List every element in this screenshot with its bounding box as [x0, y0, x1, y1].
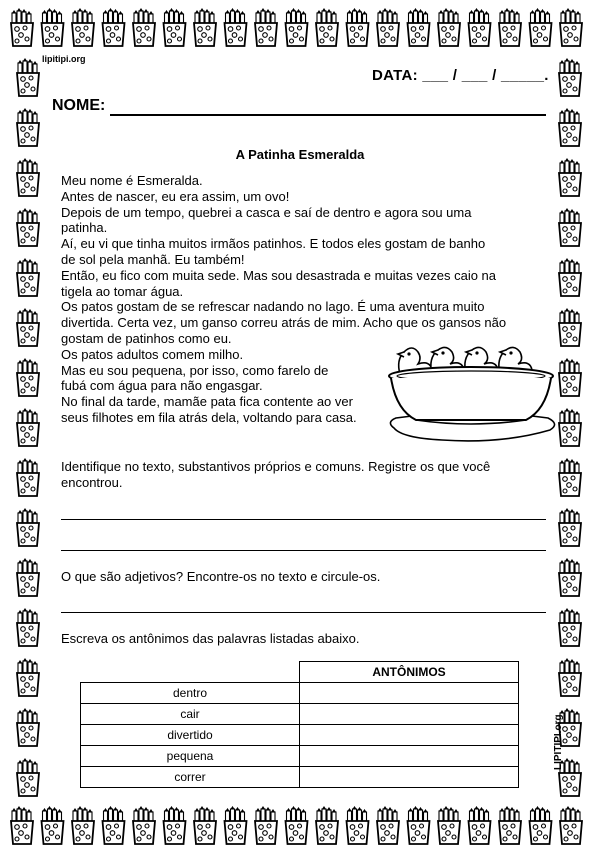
pencil-cup-icon — [17, 258, 39, 296]
pencil-cup-icon — [225, 8, 247, 46]
pencil-cup-icon — [559, 608, 581, 646]
pencil-cup-icon — [377, 806, 399, 844]
pencil-cup-icon — [347, 8, 369, 46]
pencil-cup-icon — [469, 8, 491, 46]
pencil-cup-icon — [559, 258, 581, 296]
story-line: patinha. — [61, 220, 108, 236]
word-cell: cair — [81, 704, 300, 725]
pencil-cup-icon — [17, 158, 39, 196]
pencil-cup-icon — [17, 58, 39, 96]
story-line: No final da tarde, mamãe pata fica contente ao ver — [61, 394, 353, 410]
story-line: Depois de um tempo, quebrei a casca e saí de dentro e agora sou uma — [61, 204, 472, 220]
table-row — [81, 725, 519, 746]
pencil-cup-icon — [103, 806, 125, 844]
pencil-cup-icon — [17, 108, 39, 146]
pencil-cup-icon — [559, 208, 581, 246]
pencil-cup-icon — [133, 8, 155, 46]
pencil-cup-icon — [11, 8, 33, 46]
pencil-cup-icon — [286, 806, 308, 844]
antonym-answer-cell[interactable] — [300, 725, 519, 746]
pencil-cup-icon — [255, 8, 277, 46]
story-line: Aí, eu vi que tinha muitos irmãos patinhos. E todos eles gostam de banho — [61, 236, 486, 252]
pencil-cup-icon — [11, 806, 33, 844]
table-corner — [81, 662, 300, 683]
word-cell: correr — [81, 767, 300, 788]
question-3: Escreva os antônimos das palavras listadas abaixo. — [61, 631, 360, 646]
pencil-cup-icon — [316, 8, 338, 46]
pencil-cup-icon — [17, 658, 39, 696]
pencil-cup-icon — [17, 458, 39, 496]
story-line: Os patos gostam de se refrescar nadando no lago. É uma aventura muito — [61, 299, 485, 315]
word-cell: pequena — [81, 746, 300, 767]
table-row — [81, 767, 519, 788]
table-row — [81, 746, 519, 767]
pencil-cup-icon — [559, 58, 581, 96]
pencil-cup-icon — [255, 806, 277, 844]
story-line: seus filhotes em fila atrás dela, voltando para casa. — [61, 409, 357, 425]
story-line: tigela ao tomar água. — [61, 283, 184, 299]
pencil-cup-icon — [438, 8, 460, 46]
table-row — [81, 704, 519, 725]
pencil-cup-icon — [103, 8, 125, 46]
story-line: Os patos adultos comem milho. — [61, 346, 244, 362]
pencil-cup-icon — [17, 358, 39, 396]
story-line: fubá com água para não engasgar. — [61, 378, 263, 394]
pencil-cup-icon — [438, 806, 460, 844]
table-row — [81, 683, 519, 704]
pencil-cup-icon — [347, 806, 369, 844]
pencil-cup-icon — [72, 806, 94, 844]
word-cell: dentro — [81, 683, 300, 704]
pencil-cup-icon — [559, 308, 581, 346]
pencil-cup-icon — [133, 806, 155, 844]
pencil-cup-icon — [17, 758, 39, 796]
question-1-line-2: encontrou. — [61, 475, 123, 490]
story-line: Meu nome é Esmeralda. — [61, 173, 203, 188]
word-cell: divertido — [81, 725, 300, 746]
site-watermark-top: lipitipi.org — [42, 54, 86, 64]
answer-line[interactable] — [61, 519, 546, 520]
pencil-cup-icon — [530, 806, 552, 844]
pencil-cup-icon — [17, 208, 39, 246]
pencil-cup-icon — [469, 806, 491, 844]
story-title: A Patinha Esmeralda — [235, 147, 365, 162]
site-watermark-side: LIPITIPI.org — [553, 714, 564, 770]
pencil-cup-icon — [72, 8, 94, 46]
pencil-cup-icon — [559, 508, 581, 546]
pencil-cup-icon — [559, 658, 581, 696]
pencil-cup-icon — [164, 806, 186, 844]
pencil-cup-icon — [559, 558, 581, 596]
pencil-cup-icon — [559, 408, 581, 446]
story-line: Antes de nascer, eu era assim, um ovo! — [61, 188, 290, 204]
antonyms-header: ANTÔNIMOS — [300, 662, 519, 683]
pencil-cup-icon — [316, 806, 338, 844]
antonym-answer-cell[interactable] — [300, 704, 519, 725]
name-line[interactable] — [110, 114, 546, 116]
pencil-cup-icon — [17, 708, 39, 746]
pencil-cup-icon — [17, 308, 39, 346]
pencil-cup-icon — [499, 8, 521, 46]
pencil-cup-icon — [194, 8, 216, 46]
ducks-bowl-illustration — [382, 330, 560, 448]
antonym-answer-cell[interactable] — [300, 767, 519, 788]
pencil-cup-icon — [17, 408, 39, 446]
pencil-cup-icon — [559, 108, 581, 146]
pencil-cup-icon — [560, 8, 582, 46]
pencil-cup-icon — [559, 458, 581, 496]
story-line: de sol pela manhã. Eu também! — [61, 251, 245, 267]
pencil-cup-icon — [225, 806, 247, 844]
answer-line[interactable] — [61, 550, 546, 551]
date-field: DATA: ___ / ___ / _____. — [372, 67, 549, 84]
pencil-cup-icon — [17, 508, 39, 546]
pencil-cup-icon — [499, 806, 521, 844]
antonym-answer-cell[interactable] — [300, 746, 519, 767]
pencil-cup-icon — [559, 358, 581, 396]
pencil-cup-icon — [560, 806, 582, 844]
pencil-cup-icon — [530, 8, 552, 46]
pencil-cup-icon — [17, 558, 39, 596]
pencil-cup-icon — [194, 806, 216, 844]
pencil-cup-icon — [17, 608, 39, 646]
pencil-cup-icon — [377, 8, 399, 46]
story-line: Mas eu sou pequena, por isso, como farelo de — [61, 362, 329, 378]
pencil-cup-icon — [408, 8, 430, 46]
story-line: gostam de patinhos como eu. — [61, 330, 232, 346]
answer-line[interactable] — [61, 612, 546, 613]
pencil-cup-icon — [559, 158, 581, 196]
question-2: O que são adjetivos? Encontre-os no texto e circule-os. — [61, 569, 381, 584]
pencil-cup-icon — [42, 806, 64, 844]
name-label: NOME: — [52, 97, 106, 114]
pencil-cup-icon — [408, 806, 430, 844]
pencil-cup-icon — [42, 8, 64, 46]
antonym-answer-cell[interactable] — [300, 683, 519, 704]
pencil-cup-icon — [164, 8, 186, 46]
question-1 — [61, 459, 551, 491]
antonyms-table — [80, 661, 519, 788]
story-line: divertida. Certa vez, um ganso correu atrás de mim. Acho que os gansos não — [61, 315, 507, 331]
question-1-line-1: Identifique no texto, substantivos próprios e comuns. Registre os que você — [61, 459, 491, 474]
pencil-cup-icon — [286, 8, 308, 46]
story-line: Então, eu fico com muita sede. Mas sou desastrada e muitas vezes caio na — [61, 267, 497, 283]
